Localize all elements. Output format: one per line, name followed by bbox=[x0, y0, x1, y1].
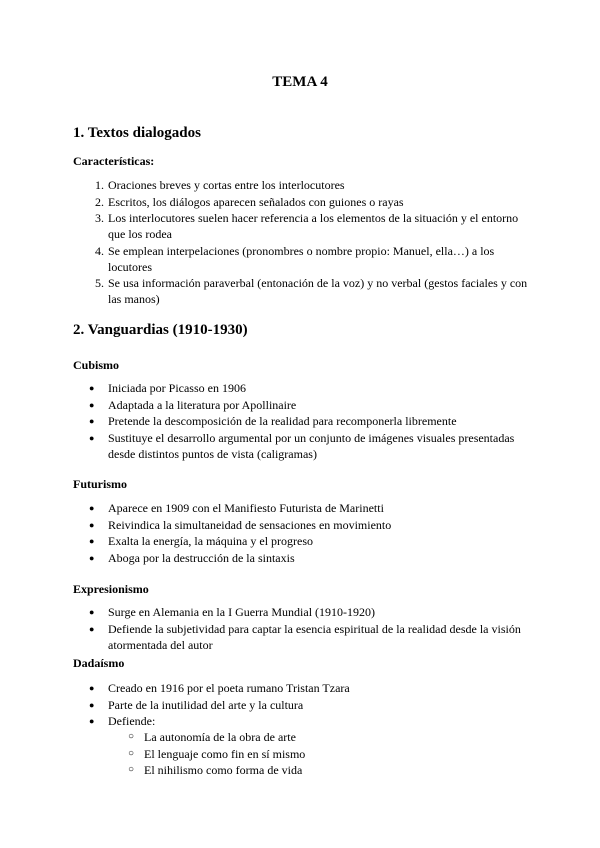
list-item: ● Aboga por la destrucción de la sintaxis bbox=[89, 550, 295, 565]
list-item: ● Sustituye el desarrollo argumental por un conjunto de imágenes visuales presentadas desde distintos puntos de vista (caligramas) bbox=[89, 430, 515, 461]
bullet-icon: ● bbox=[89, 432, 95, 443]
bullet-icon: ● bbox=[89, 519, 95, 530]
sublist-item: ○ El lenguaje como fin en sí mismo bbox=[128, 746, 306, 761]
bullet-icon: ● bbox=[89, 416, 95, 426]
list-item: 4. Se emplean interpelaciones (pronombres o nombre propio: Manuel, ella…) a los locutores bbox=[108, 243, 528, 275]
hollow-bullet-icon: ○ bbox=[128, 764, 135, 775]
section-1-subheading: Características: bbox=[73, 154, 155, 168]
bullet-icon: ● bbox=[89, 716, 95, 726]
dadaismo-list bbox=[89, 680, 538, 779]
list-number: 1. bbox=[95, 178, 104, 192]
section-2-heading: 2. Vanguardias (1910-1930) bbox=[73, 322, 248, 338]
list-item: 3. Los interlocutores suelen hacer referencia a los elementos de la situación y el entorno que los rodea bbox=[108, 210, 528, 242]
bullet-icon: ● bbox=[89, 623, 95, 634]
bullet-icon: ● bbox=[89, 699, 95, 710]
list-item: ● Defiende la subjetividad para captar la esencia espiritual de la realidad desde la visión atormentada del autor bbox=[89, 621, 521, 652]
list-item: ● Adaptada a la literatura por Apollinaire bbox=[89, 397, 297, 412]
page-title: TEMA 4 bbox=[272, 74, 328, 90]
list-item: ● Pretende la descomposición de la realidad para recomponerla libremente bbox=[89, 414, 457, 428]
list-item: ● Defiende: ○ La autonomía de la obra de arte ○ El lenguaje como fin en sí mismo ○ El nihilismo como forma de vida bbox=[108, 713, 538, 778]
bullet-icon: ● bbox=[89, 552, 95, 563]
section-1-heading: 1. Textos dialogados bbox=[73, 125, 201, 141]
bullet-icon: ● bbox=[89, 607, 95, 617]
cubismo-heading: Cubismo bbox=[73, 358, 120, 372]
list-item: ● Creado en 1916 por el poeta rumano Tristan Tzara bbox=[89, 681, 350, 695]
hollow-bullet-icon: ○ bbox=[128, 731, 135, 742]
bullet-icon: ● bbox=[89, 383, 95, 393]
list-item: ● Aparece en 1909 con el Manifiesto Futurista de Marinetti bbox=[89, 501, 384, 515]
expresionismo-list bbox=[89, 604, 538, 653]
characteristics-list bbox=[95, 177, 528, 308]
sublist-item: ○ La autonomía de la obra de arte bbox=[128, 730, 296, 744]
list-item: 5. Se usa información paraverbal (entonación de la voz) y no verbal (gestos faciales y con las manos) bbox=[108, 275, 528, 307]
bullet-icon: ● bbox=[89, 683, 95, 693]
defiende-sublist bbox=[108, 729, 538, 778]
list-item: ● Iniciada por Picasso en 1906 bbox=[89, 381, 246, 395]
bullet-icon: ● bbox=[89, 399, 95, 410]
list-number: 3. bbox=[95, 211, 104, 225]
cubismo-list bbox=[89, 380, 538, 462]
bullet-icon: ● bbox=[89, 503, 95, 513]
bullet-icon: ● bbox=[89, 536, 95, 546]
list-item: ● Exalta la energía, la máquina y el progreso bbox=[89, 534, 314, 548]
list-item: 1. Oraciones breves y cortas entre los interlocutores bbox=[108, 177, 528, 193]
list-number: 5. bbox=[95, 276, 104, 290]
hollow-bullet-icon: ○ bbox=[128, 747, 135, 759]
futurismo-list bbox=[89, 500, 538, 566]
list-number: 4. bbox=[95, 243, 104, 258]
dadaismo-heading: Dadaísmo bbox=[73, 656, 125, 670]
list-item: ● Reivindica la simultaneidad de sensaciones en movimiento bbox=[89, 517, 392, 532]
list-item: ● Surge en Alemania en la I Guerra Mundial (1910-1920) bbox=[89, 605, 376, 619]
expresionismo-heading: Expresionismo bbox=[73, 582, 149, 596]
futurismo-heading: Futurismo bbox=[73, 477, 127, 491]
list-item: 2. Escritos, los diálogos aparecen señalados con guiones o rayas bbox=[108, 194, 528, 210]
list-item: ● Parte de la inutilidad del arte y la cultura bbox=[89, 697, 304, 712]
list-number: 2. bbox=[95, 194, 104, 209]
sublist-item: ○ El nihilismo como forma de vida bbox=[128, 763, 303, 777]
